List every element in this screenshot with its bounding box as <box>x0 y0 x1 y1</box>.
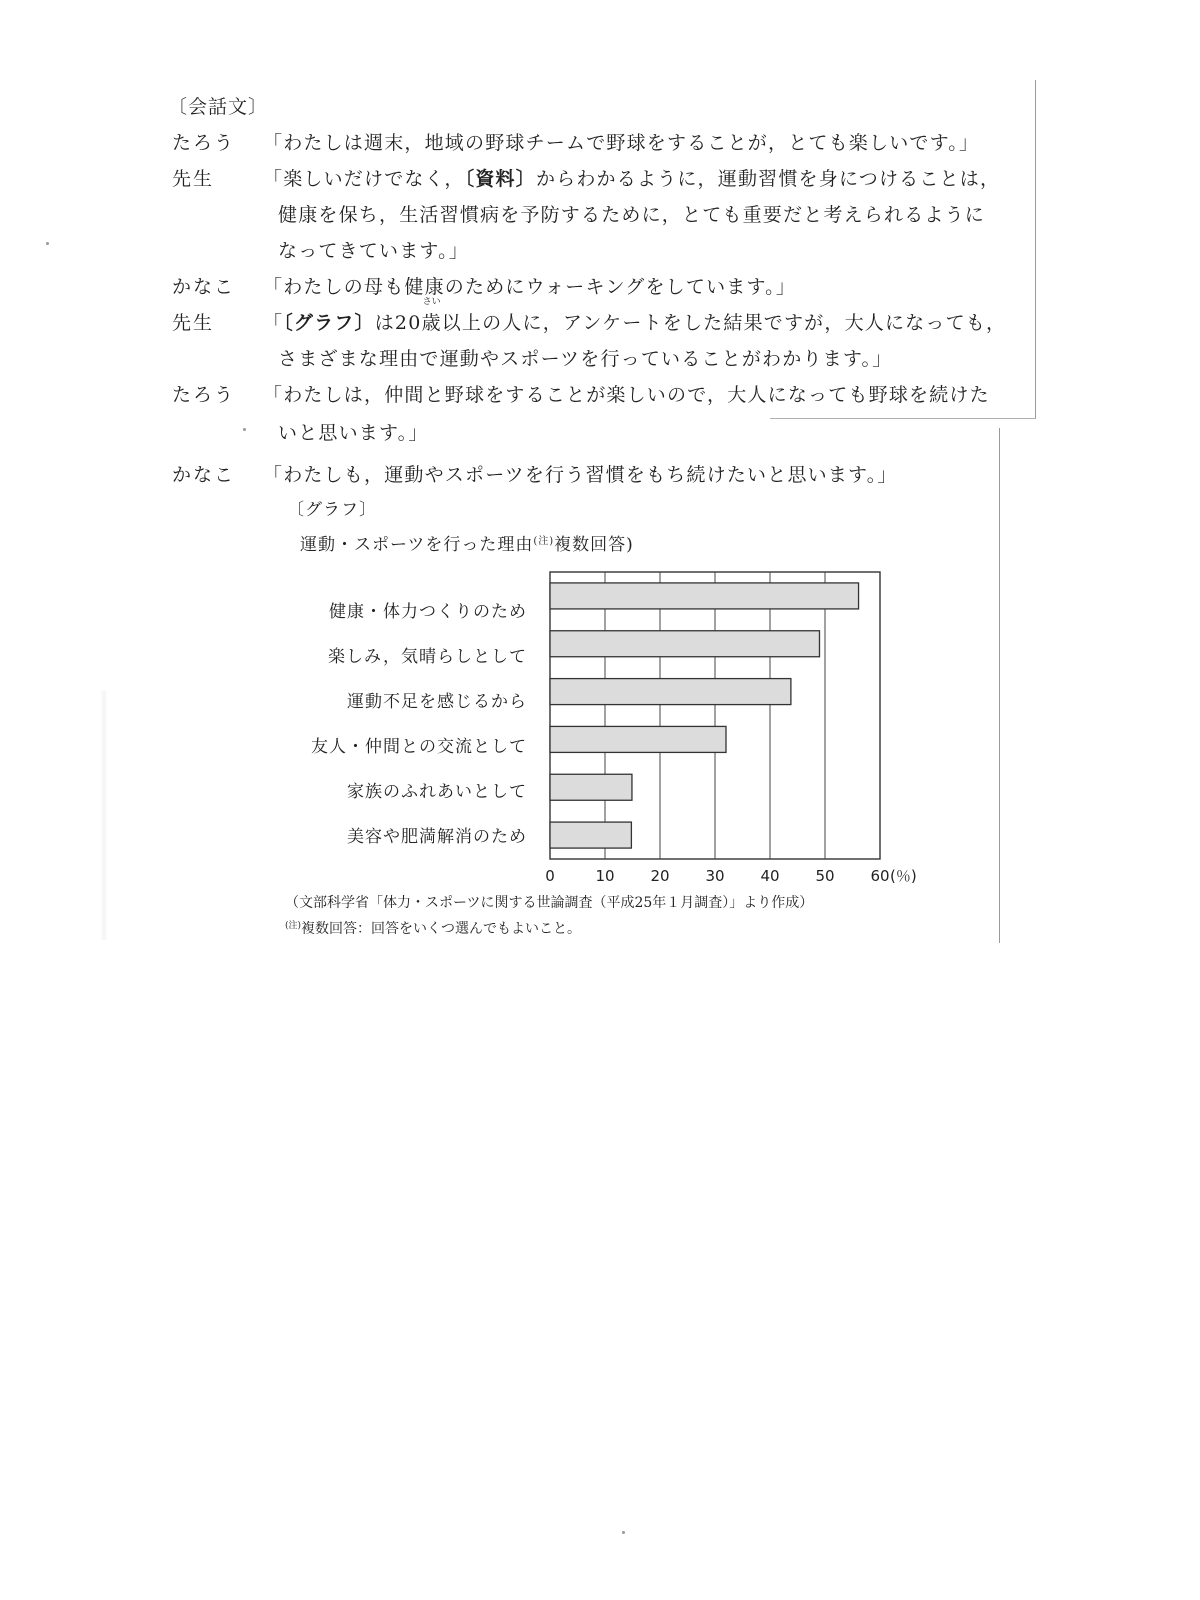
category-label: 運動不足を感じるから <box>347 692 527 712</box>
dialogue-label: 〔会話文〕 <box>168 96 269 118</box>
x-tick-label: 30 <box>705 867 725 885</box>
bar <box>550 631 820 657</box>
material-ref: 〔資料〕 <box>464 168 536 190</box>
chart-title: 運動・スポーツを行った理由$^{(注)}$複数回答) <box>300 535 634 555</box>
scan-shade <box>100 690 108 940</box>
category-label: 家族のふれあいとして <box>347 782 527 802</box>
x-tick-label: 10 <box>595 867 615 885</box>
paste-edge <box>770 418 1036 419</box>
paste-edge <box>999 428 1000 943</box>
x-tick-label: 0 <box>545 867 555 885</box>
dialogue-line: 「わたしは，仲間と野球をすることが楽しいので，大人になっても野球を続けた <box>263 384 990 406</box>
speaker-teacher: 先生 <box>172 168 215 190</box>
x-tick-label: 50 <box>815 867 835 885</box>
category-label: 楽しみ，気晴らしとして <box>327 647 527 667</box>
x-unit-label: (％) <box>890 867 917 885</box>
ruby-sai: 歳 さい <box>421 297 442 334</box>
x-tick-label: 40 <box>760 867 780 885</box>
category-label: 健康・体力つくりのため <box>329 602 527 622</box>
dialogue-line: 「わたしは週末，地域の野球チームで野球をすることが，とても楽しいです。」 <box>263 132 980 154</box>
bar <box>550 726 726 752</box>
bar-chart <box>520 560 940 890</box>
source-note: （文部科学省「体力・スポーツに関する世論調査（平成25年１月調査）」より作成） <box>285 895 814 911</box>
bar <box>550 679 791 705</box>
category-label: 美容や肥満解消のため <box>347 827 527 847</box>
dialogue-line: さまざまな理由で運動やスポーツを行っていることがわかります。」 <box>278 348 893 370</box>
x-tick-label: 60 <box>870 867 890 885</box>
speaker-taro: たろう <box>172 384 236 406</box>
graph-label: 〔グラフ〕 <box>287 500 377 520</box>
paste-edge <box>1035 80 1036 418</box>
dialogue-line: 健康を保ち，生活習慣病を予防するために，とても重要だと考えられるように <box>278 204 986 226</box>
speaker-kanako: かなこ <box>172 276 236 298</box>
speaker-taro: たろう <box>172 132 236 154</box>
speaker-teacher: 先生 <box>172 312 215 334</box>
dialogue-line: 「わたしも，運動やスポーツを行う習慣をもち続けたいと思います。」 <box>263 464 898 486</box>
speck <box>243 428 246 431</box>
speck <box>622 1531 625 1534</box>
footnote: $^{(注)}$複数回答：回答をいくつ選んでもよいこと。 <box>285 921 582 937</box>
bar <box>550 583 859 609</box>
bar <box>550 822 631 848</box>
graph-ref: 〔グラフ〕 <box>283 312 375 334</box>
dialogue-line: なってきています。」 <box>278 240 469 262</box>
x-tick-label: 20 <box>650 867 670 885</box>
dialogue-line: 「〔グラフ〕は20歳 さい 以上の人に，アンケートをした結果ですが，大人になっても， <box>263 297 1007 334</box>
dialogue-line: 「楽しいだけでなく，〔資料〕からわかるように，運動習慣を身につけることは， <box>263 168 1001 190</box>
speck <box>46 242 49 245</box>
category-label: 友人・仲間との交流として <box>311 737 527 757</box>
bar <box>550 774 632 800</box>
dialogue-line: いと思います。」 <box>278 422 429 444</box>
speaker-kanako: かなこ <box>172 464 236 486</box>
dialogue-line: 「わたしの母も健康のためにウォーキングをしています。」 <box>263 276 797 298</box>
